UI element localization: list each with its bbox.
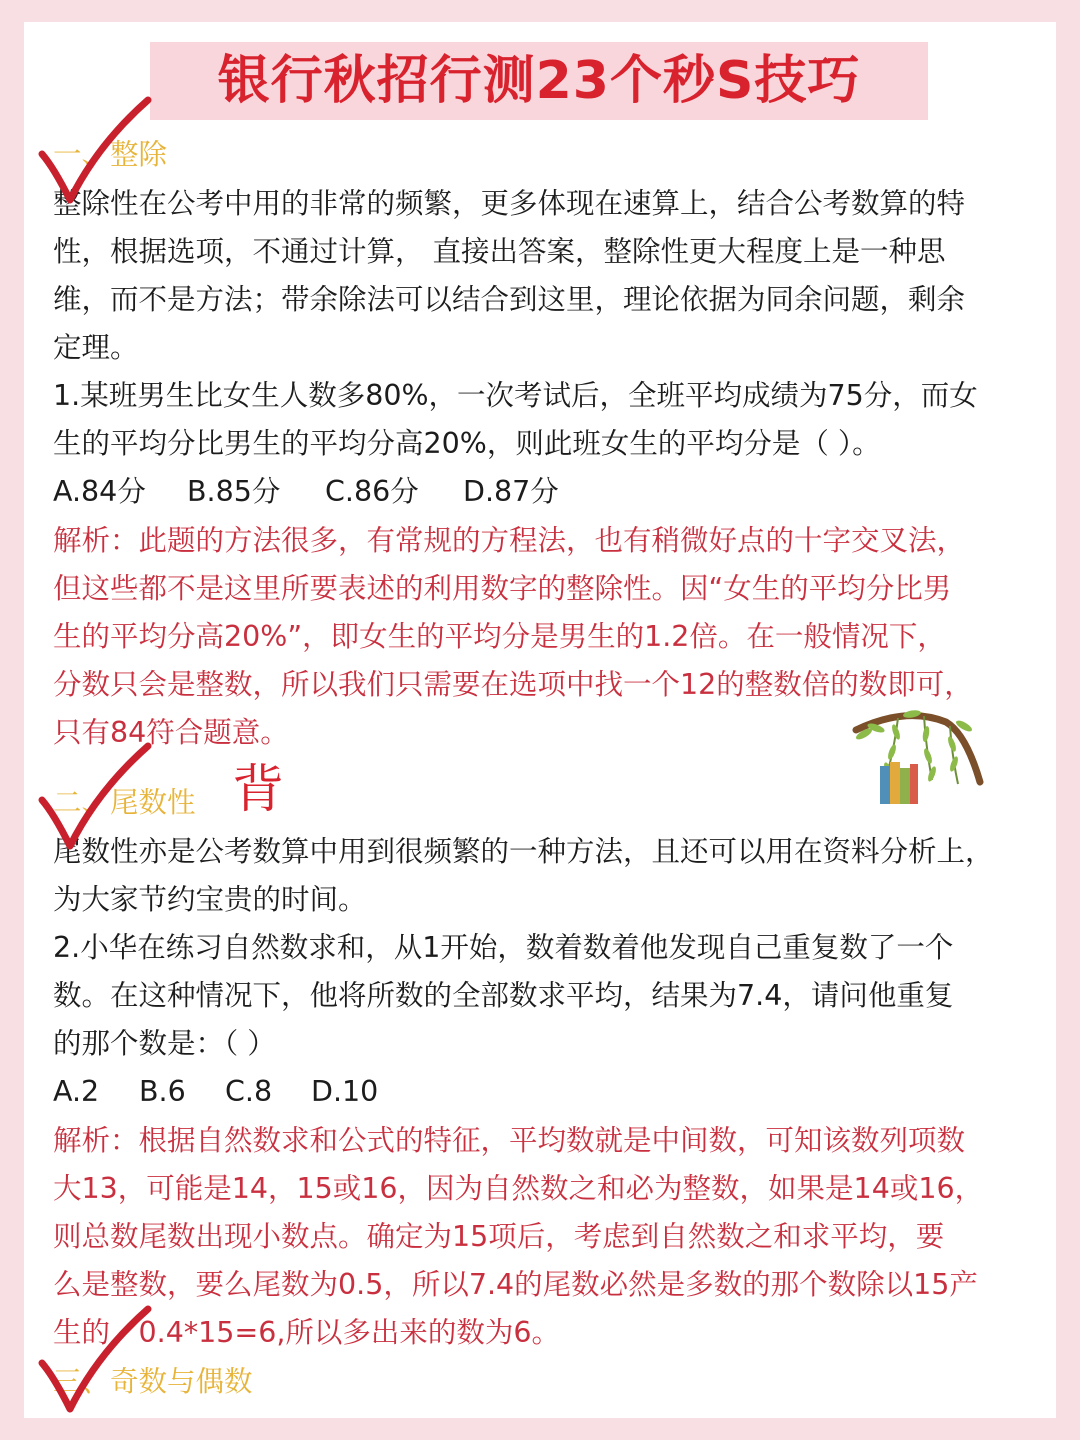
option-b: B.85分 bbox=[187, 475, 281, 508]
memorize-mark: 背 bbox=[232, 760, 285, 820]
checkmark-icon bbox=[36, 1305, 156, 1425]
analysis-1-line: 分数只会是整数，所以我们只需要在选项中找一个12的整数倍的数即可， bbox=[53, 668, 973, 701]
analysis-1-line: 生的平均分高20%”，即女生的平均分是男生的1.2倍。在一般情况下， bbox=[53, 620, 946, 653]
section-1-intro-line: 性，根据选项，不通过计算， 直接出答案，整除性更大程度上是一种思 bbox=[53, 235, 946, 268]
analysis-1-line: 但这些都不是这里所要表述的利用数字的整除性。因“女生的平均分比男 bbox=[53, 572, 952, 605]
analysis-2-line: 大13，可能是14，15或16，因为自然数之和必为整数，如果是14或16， bbox=[53, 1172, 984, 1205]
option-b: B.6 bbox=[139, 1075, 186, 1108]
analysis-2-line: 么是整数，要么尾数为0.5，所以7.4的尾数必然是多数的那个数除以15产 bbox=[53, 1268, 978, 1301]
section-2-intro-line: 为大家节约宝贵的时间。 bbox=[53, 883, 367, 916]
question-1-line: 1.某班男生比女生人数多80%，一次考试后，全班平均成绩为75分，而女 bbox=[53, 379, 978, 412]
option-c: C.8 bbox=[225, 1075, 273, 1108]
section-heading-2: 二、尾数性 bbox=[53, 786, 196, 819]
question-1-line: 生的平均分比男生的平均分高20%，则此班女生的平均分是（ ）。 bbox=[53, 427, 881, 460]
analysis-2-line: 解析：根据自然数求和公式的特征，平均数就是中间数，可知该数列项数 bbox=[53, 1124, 966, 1157]
option-c: C.86分 bbox=[325, 475, 419, 508]
question-2-line: 的那个数是：（ ） bbox=[53, 1027, 276, 1060]
page-title: 银行秋招行测23个秒S技巧 bbox=[217, 51, 861, 111]
checkmark-icon bbox=[36, 742, 156, 862]
question-2-line: 数。在这种情况下，他将所数的全部数求平均，结果为7.4，请问他重复 bbox=[53, 979, 954, 1012]
analysis-2-line: 则总数尾数出现小数点。确定为15项后，考虑到自然数之和求平均，要 bbox=[53, 1220, 945, 1253]
option-a: A.2 bbox=[53, 1075, 100, 1108]
analysis-2-line: 生的，0.4*15=6,所以多出来的数为6。 bbox=[53, 1316, 561, 1349]
checkmark-icon bbox=[36, 96, 156, 216]
section-1-intro-line: 维，而不是方法；带余除法可以结合到这里，理论依据为同余问题，剩余 bbox=[53, 283, 966, 316]
tree-branch-books-icon bbox=[846, 700, 986, 810]
question-2-line: 2.小华在练习自然数求和，从1开始，数着数着他发现自己重复数了一个 bbox=[53, 931, 954, 964]
question-2-options bbox=[53, 1068, 378, 1116]
section-2-intro-line: 尾数性亦是公考数算中用到很频繁的一种方法，且还可以用在资料分析上， bbox=[53, 835, 994, 868]
option-a: A.84分 bbox=[53, 475, 146, 508]
analysis-1-line: 只有84符合题意。 bbox=[53, 716, 289, 749]
section-heading-3: 三、奇数与偶数 bbox=[53, 1365, 253, 1398]
section-1-intro-line: 整除性在公考中用的非常的频繁，更多体现在速算上，结合公考数算的特 bbox=[53, 187, 966, 220]
option-d: D.87分 bbox=[463, 475, 559, 508]
section-1-intro-line: 定理。 bbox=[53, 331, 139, 364]
analysis-1-line: 解析：此题的方法很多，有常规的方程法，也有稍微好点的十字交叉法， bbox=[53, 524, 966, 557]
question-1-options bbox=[53, 468, 559, 516]
option-d: D.10 bbox=[311, 1075, 379, 1108]
section-heading-1: 一、整除 bbox=[53, 138, 168, 171]
